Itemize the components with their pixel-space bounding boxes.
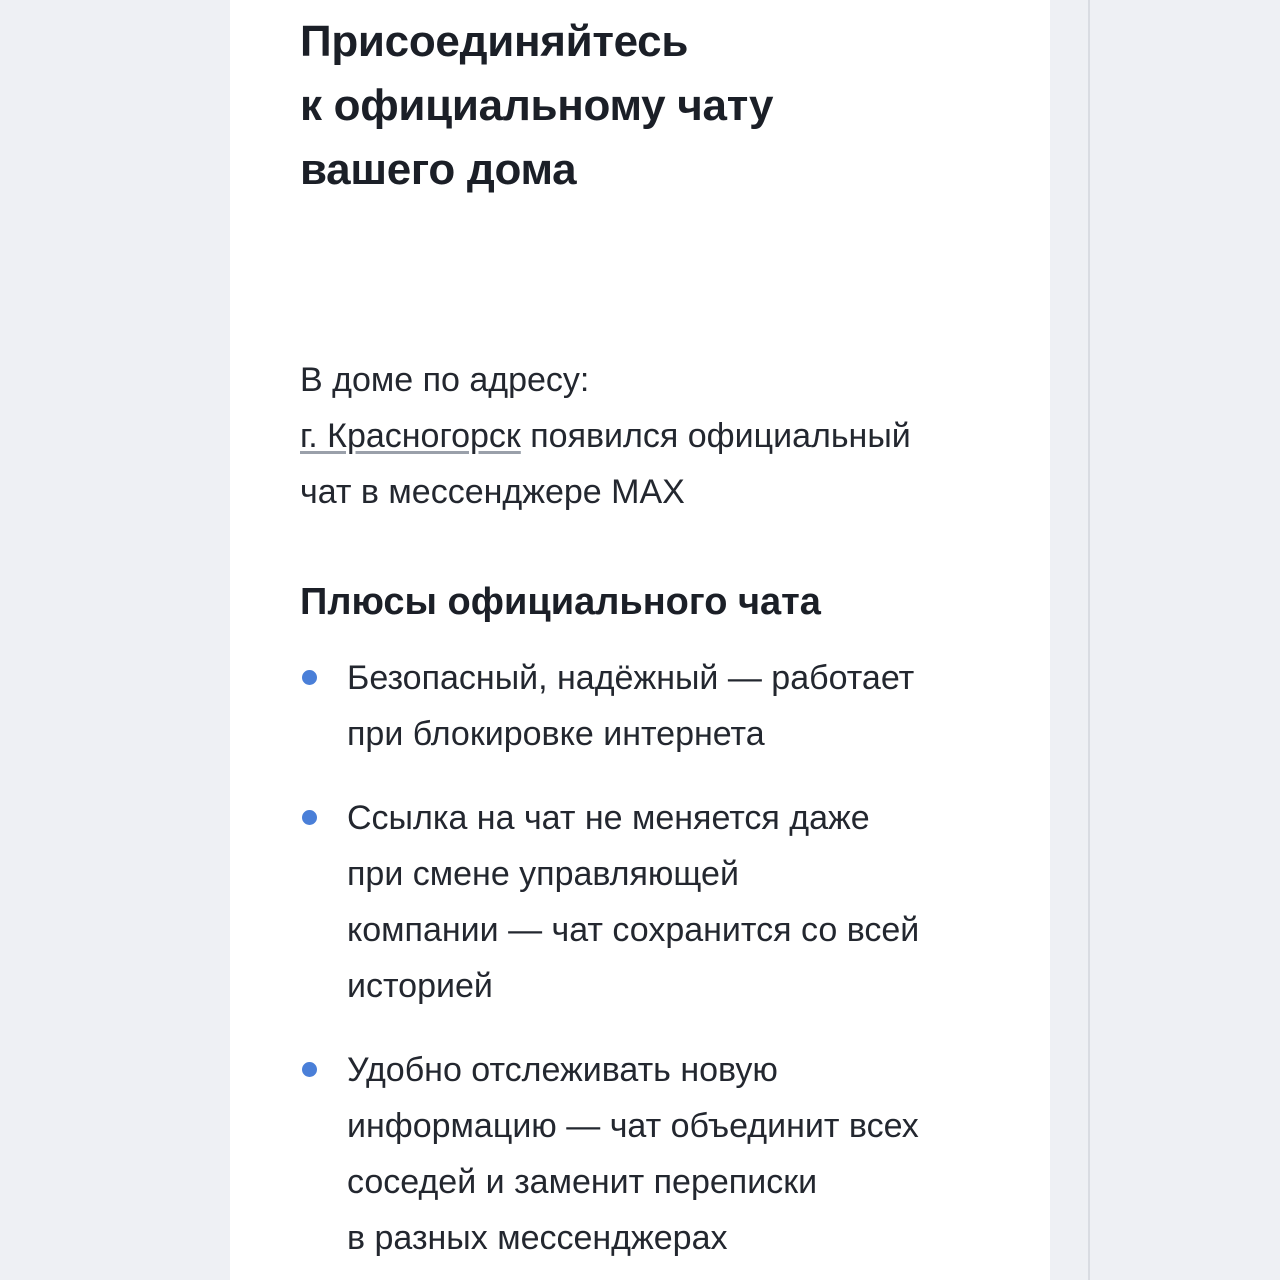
list-item — [300, 790, 1000, 1014]
benefits-title: Плюсы официального чата — [300, 581, 821, 623]
title-line-1: Присоединяйтесь — [300, 17, 689, 66]
bullet-dot-icon — [302, 810, 317, 825]
list-item-line: в разных мессенджерах — [347, 1219, 728, 1257]
address-intro: В доме по адресу: — [300, 361, 590, 399]
list-item — [300, 650, 1000, 762]
address-line-2 — [300, 408, 1000, 464]
address-line-2-rest: появился официальный — [520, 417, 911, 455]
list-item-line: информацию — чат объединит всех — [347, 1107, 919, 1145]
list-item-line: компании — чат сохранится со всей — [347, 911, 920, 949]
title-line-2: к официальному чату — [300, 81, 774, 130]
list-item-line: Безопасный, надёжный — работает — [347, 659, 915, 697]
bullet-dot-icon — [302, 1062, 317, 1077]
city-link[interactable]: г. Красногорск — [300, 417, 521, 455]
benefits-list — [300, 650, 1000, 1266]
list-item-line: соседей и заменит переписки — [347, 1163, 818, 1201]
address-line-3: чат в мессенджере MAX — [300, 473, 685, 511]
list-item-line: при смене управляющей — [347, 855, 739, 893]
bullet-dot-icon — [302, 670, 317, 685]
address-paragraph — [300, 352, 1000, 520]
list-item-line: Удобно отслеживать новую — [347, 1051, 778, 1089]
list-item-line: при блокировке интернета — [347, 715, 765, 753]
list-item-line: историей — [347, 967, 493, 1005]
list-item-line: Ссылка на чат не меняется даже — [347, 799, 870, 837]
list-item — [300, 1042, 1000, 1266]
page-title — [300, 10, 1000, 202]
screen-edge-divider — [1088, 0, 1090, 1280]
title-line-3: вашего дома — [300, 145, 577, 194]
